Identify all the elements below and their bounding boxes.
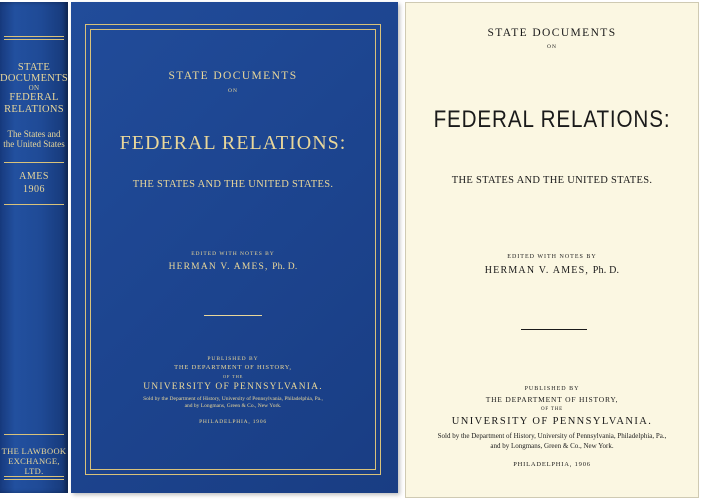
spine-subtitle-line: the United States — [3, 139, 65, 150]
book-spine — [0, 2, 68, 493]
cover-title: STATE DOCUMENTS — [168, 70, 298, 82]
page-university: UNIVERSITY OF PENNSYLVANIA. — [451, 416, 653, 427]
page-author-name: HERMAN V. AMES, — [484, 265, 590, 276]
spine-author: AMES — [19, 171, 49, 182]
cover-city-year: PHILADELPHIA, 1906 — [199, 419, 267, 425]
cover-sold-by — [90, 396, 376, 411]
page-sold-by — [406, 432, 698, 452]
page-published-by: PUBLISHED BY — [524, 386, 580, 392]
spine-subtitle-line: The States and — [7, 129, 61, 139]
cover-main-title: FEDERAL RELATIONS: — [119, 132, 347, 154]
page-subtitle: THE STATES AND THE UNITED STATES. — [451, 175, 653, 186]
page-divider — [521, 329, 587, 330]
spine-year: 1906 — [23, 183, 45, 195]
spine-publisher-line: EXCHANGE, LTD. — [8, 456, 60, 477]
spine-gilt-rule — [4, 476, 64, 477]
cover-divider — [204, 315, 262, 316]
spine-gilt-rule — [4, 434, 64, 435]
cover-on: ON — [228, 88, 238, 94]
cover-sold-line: Sold by the Department of History, University of Pennsylvania, Philadelphia, Pa., — [143, 396, 323, 402]
page-on: ON — [547, 44, 557, 50]
cover-sold-line: and by Longmans, Green & Co., New York. — [184, 403, 282, 410]
spine-title-line: DOCUMENTS — [0, 73, 69, 85]
page-title: STATE DOCUMENTS — [487, 27, 617, 39]
cover-of-the: OF THE — [222, 374, 244, 379]
cover-published-by: PUBLISHED BY — [207, 356, 259, 362]
spine-title-line: STATE — [17, 62, 51, 73]
spine-author-block — [0, 171, 68, 196]
page-city-year: PHILADELPHIA, 1906 — [513, 461, 591, 468]
page-author-degree: Ph. D. — [592, 265, 620, 276]
spine-title-line: ON — [28, 83, 40, 92]
cover-university: UNIVERSITY OF PENNSYLVANIA. — [143, 382, 323, 392]
spine-gilt-rule — [4, 479, 64, 480]
cover-author-degree: Ph. D. — [272, 262, 298, 272]
cover-edited-by: EDITED WITH NOTES BY — [191, 251, 275, 257]
page-author — [406, 265, 698, 276]
cover-author-name: HERMAN V. AMES, — [168, 262, 269, 272]
cover-department: THE DEPARTMENT OF HISTORY, — [174, 364, 292, 371]
spine-publisher-line: THE LAWBOOK — [1, 446, 67, 456]
spine-publisher — [0, 446, 68, 477]
title-page — [405, 2, 699, 498]
page-edited-by: EDITED WITH NOTES BY — [507, 254, 597, 260]
spine-title-line: FEDERAL — [9, 92, 59, 104]
cover-author — [90, 262, 376, 272]
spine-gilt-rule — [4, 36, 64, 37]
spine-subtitle — [0, 129, 68, 150]
cover-subtitle: THE STATES AND THE UNITED STATES. — [132, 179, 334, 190]
page-sold-line: and by Longmans, Green & Co., New York. — [490, 441, 614, 450]
spine-gilt-rule — [4, 204, 64, 205]
page-of-the: OF THE — [540, 407, 564, 412]
spine-title-line: RELATIONS — [4, 103, 64, 115]
spine-gilt-rule — [4, 39, 64, 40]
book-cover — [71, 2, 398, 493]
spine-gilt-rule — [4, 162, 64, 163]
page-sold-line: Sold by the Department of History, University of Pennsylvania, Philadelphia, Pa., — [437, 432, 667, 440]
page-main-title: FEDERAL RELATIONS: — [433, 106, 671, 133]
spine-title — [0, 62, 68, 115]
page-department: THE DEPARTMENT OF HISTORY, — [485, 395, 619, 404]
